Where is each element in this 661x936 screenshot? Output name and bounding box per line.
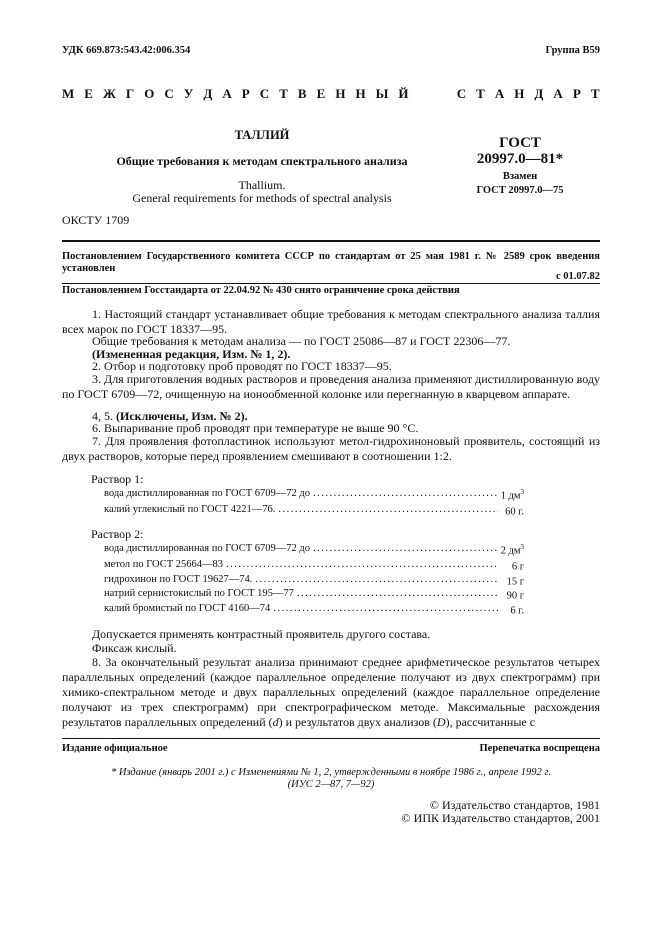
top-divider [62, 240, 600, 242]
paragraph-8: 8. За окончательный результат анализа принимают среднее арифметическое результатов четырех параллельных определений (каждое параллельное определение получают из двух спектрограмм) при химико-спектральном методе и двух параллельных определений (каждое параллельное определение получают из трех спектрограмм) при спектрографическом методе. Максимальные расхождения результатов параллельных определений (d) и результатов двух анализов (D), рассчитанные с [62, 655, 600, 729]
decree-date: с 01.07.82 [555, 271, 600, 282]
decree-divider [62, 283, 600, 284]
solution-2-row: калий бромистый по ГОСТ 4160—74 ..... 6 г. [104, 603, 524, 617]
ius-note: (ИУС 2—87, 7—92) [287, 779, 375, 790]
paragraph-fixer: Фиксаж кислый. [92, 641, 177, 655]
paragraph-2: 2. Отбор и подготовку проб проводят по ГОСТ 18337—95. [92, 359, 392, 373]
footer-divider [62, 738, 600, 739]
solution-2-row: вода дистиллированная по ГОСТ 6709—72 до ..... 2 $дм^3$ [104, 543, 524, 557]
solution-1-title: Раствор 1: [91, 472, 144, 486]
oksty-code: ОКСТУ 1709 [62, 213, 130, 227]
replaces-label: Взамен [502, 171, 538, 182]
official-edition: Издание официальное [62, 743, 168, 754]
gost-number: 20997.0—81* [476, 151, 564, 167]
paragraph-contrast: Допускается применять контрастный проявитель другого состава. [92, 627, 431, 641]
copyright-2001: © ИПК Издательство стандартов, 2001 [401, 811, 600, 825]
paragraph-1: 1. Настоящий стандарт устанавливает общие требования к методам спектрального анализа таллия всех марок по ГОСТ 18337—95. [62, 307, 600, 336]
copyright-1981: © Издательство стандартов, 1981 [429, 798, 600, 812]
udk-code: УДК 669.873:543.42:006.354 [62, 45, 191, 56]
amendment-note: (Измененная редакция, Изм. № 1, 2). [92, 347, 291, 361]
doc-title-en: Thallium. [238, 178, 286, 192]
doc-title: ТАЛЛИЙ [234, 128, 290, 142]
decree-text-2: Постановлением Госстандарта от 22.04.92 № 430 снято ограничение срока действия [62, 285, 460, 296]
solution-2-title: Раствор 2: [91, 527, 144, 541]
solution-1-row: калий углекислый по ГОСТ 4221—76. ..... 60 г. [104, 504, 524, 518]
solution-1-row: вода дистиллированная по ГОСТ 6709—72 до ..... 1 $дм^3$ [104, 488, 524, 502]
solution-2-row: натрий сернистокислый по ГОСТ 195—77 ..... 90 г [104, 588, 524, 602]
solution-2-row: метол по ГОСТ 25664—83 ..... 6 г [104, 559, 524, 573]
gost-label: ГОСТ [499, 135, 541, 151]
edition-note: * Издание (январь 2001 г.) с Изменениями № 1, 2, утвержденными в ноябре 1986 г., апреле 1992 г. [111, 767, 551, 778]
doc-subtitle: Общие требования к методам спектрального анализа [116, 154, 408, 168]
excluded-note: (Исключены, Изм. № 2). [116, 409, 248, 423]
solution-2-row: гидрохинон по ГОСТ 19627—74. ..... 15 г [104, 574, 524, 588]
paragraph-4-5-number: 4, 5. [92, 409, 113, 423]
paragraph-general: Общие требования к методам анализа — по ГОСТ 25086—87 и ГОСТ 22306—77. [92, 334, 511, 348]
reprint-notice: Перепечатка воспрещена [479, 743, 600, 754]
doc-subtitle-en: General requirements for methods of spectral analysis [132, 191, 392, 205]
paragraph-6: 6. Выпаривание проб проводят при температуре не выше 90 °С. [92, 421, 419, 435]
paragraph-3: 3. Для приготовления водных растворов и проведения анализа применяют дистиллированную воду по ГОСТ 6709—72, очищенную на ионообменной колонке или перегнанную в кварцевом аппарате. [62, 372, 600, 401]
paragraph-7: 7. Для проявления фотопластинок используют метол-гидрохиноновый проявитель, состоящий из двух растворов, которые перед проявлением смешивают в соотношении 1:2. [62, 434, 600, 463]
replaces-number: ГОСТ 20997.0—75 [476, 185, 564, 196]
group-code: Группа B59 [545, 45, 600, 56]
standard-banner: М Е Ж Г О С У Д А Р С Т В Е Н Н Ы Й С Т А Н Д А Р Т [62, 86, 600, 101]
decree-text-1: Постановлением Государственного комитета СССР по стандартам от 25 мая 1981 г. № 2589 срок введения установлен [62, 251, 600, 274]
